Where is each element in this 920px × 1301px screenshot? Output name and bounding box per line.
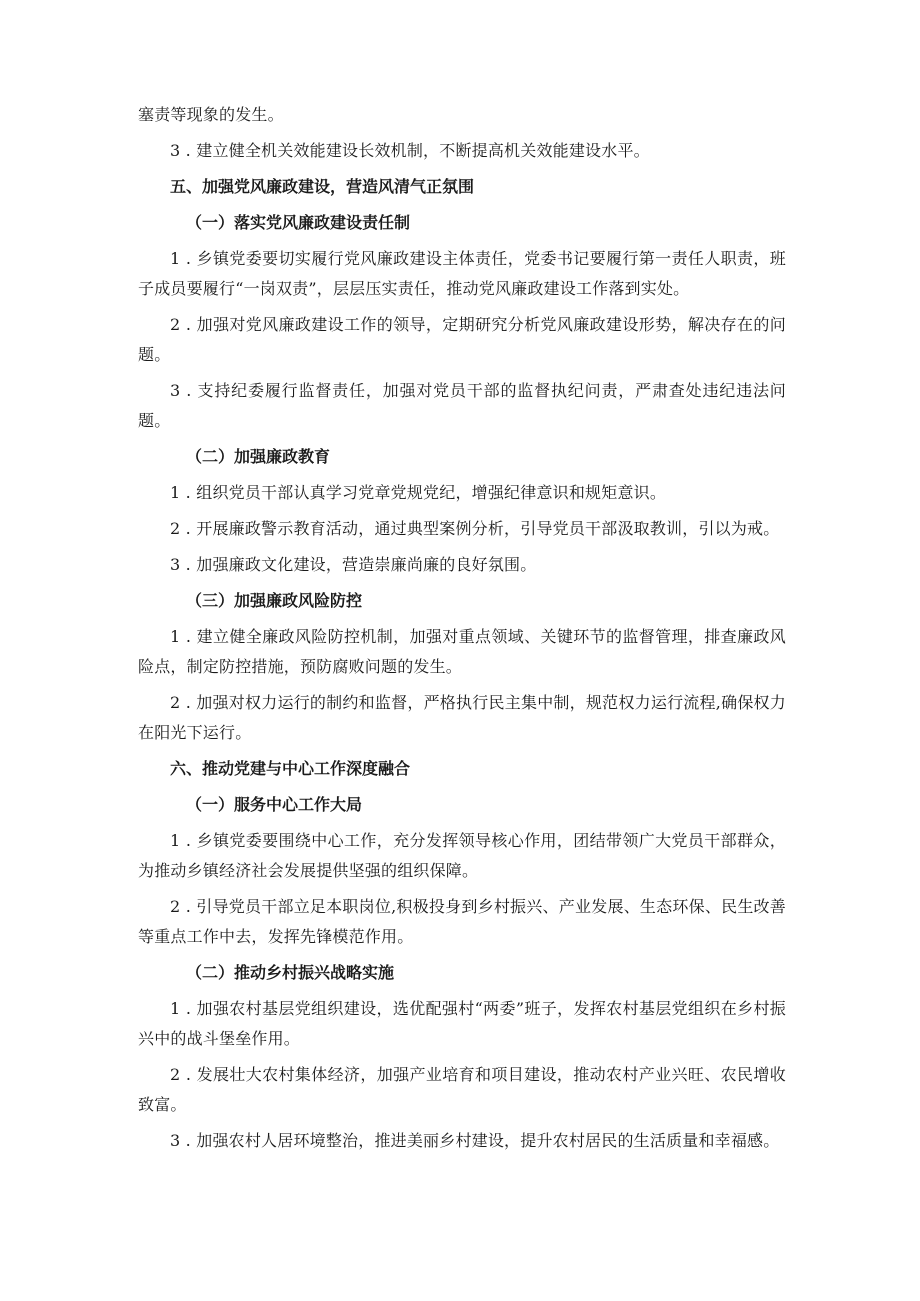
document-page	[138, 100, 786, 1156]
section-heading: 六、推动党建与中心工作深度融合	[170, 759, 411, 778]
paragraph: 1 . 组织党员干部认真学习党章党规党纪，增强纪律意识和规矩意识。	[170, 483, 667, 502]
paragraph: 1 . 建立健全廉政风险防控机制，加强对重点领域、关键环节的监督管理，排查廉政风险点，制定防控措施，预防腐败问题的发生。	[138, 627, 786, 676]
subsection-heading: （一）服务中心工作大局	[186, 795, 363, 814]
subsection-heading: （一）落实党风廉政建设责任制	[186, 213, 411, 232]
paragraph: 1 . 乡镇党委要围绕中心工作，充分发挥领导核心作用，团结带领广大党员干部群众，为推动乡镇经济社会发展提供坚强的组织保障。	[138, 831, 786, 880]
paragraph: 3 . 加强农村人居环境整治，推进美丽乡村建设，提升农村居民的生活质量和幸福感。	[170, 1131, 780, 1150]
paragraph: 3 . 支持纪委履行监督责任，加强对党员干部的监督执纪问责，严肃查处违纪违法问题。	[138, 381, 786, 430]
subsection-heading: （二）推动乡村振兴战略实施	[186, 963, 395, 982]
paragraph: 1 . 乡镇党委要切实履行党风廉政建设主体责任，党委书记要履行第一责任人职责，班子成员要履行“一岗双责”，层层压实责任，推动党风廉政建设工作落到实处。	[138, 249, 786, 298]
subsection-heading: （二）加强廉政教育	[186, 447, 331, 466]
paragraph: 塞责等现象的发生。	[138, 105, 284, 124]
paragraph: 1 . 加强农村基层党组织建设，选优配强村“两委”班子，发挥农村基层党组织在乡村振兴中的战斗堡垒作用。	[138, 999, 786, 1048]
paragraph: 2 . 加强对党风廉政建设工作的领导，定期研究分析党风廉政建设形势，解决存在的问题。	[138, 315, 786, 364]
section-heading: 五、加强党风廉政建设，营造风清气正氛围	[170, 177, 475, 196]
paragraph: 2 . 开展廉政警示教育活动，通过典型案例分析，引导党员干部汲取教训，引以为戒。	[170, 519, 780, 538]
paragraph: 2 . 发展壮大农村集体经济，加强产业培育和项目建设，推动农村产业兴旺、农民增收致富。	[138, 1065, 786, 1114]
paragraph: 3 . 建立健全机关效能建设长效机制，不断提高机关效能建设水平。	[170, 141, 650, 160]
subsection-heading: （三）加强廉政风险防控	[186, 591, 363, 610]
paragraph: 3 . 加强廉政文化建设，营造崇廉尚廉的良好氛围。	[170, 555, 537, 574]
paragraph: 2 . 引导党员干部立足本职岗位,积极投身到乡村振兴、产业发展、生态环保、民生改善等重点工作中去，发挥先锋模范作用。	[138, 897, 786, 946]
paragraph: 2 . 加强对权力运行的制约和监督，严格执行民主集中制，规范权力运行流程,确保权力在阳光下运行。	[138, 693, 786, 742]
